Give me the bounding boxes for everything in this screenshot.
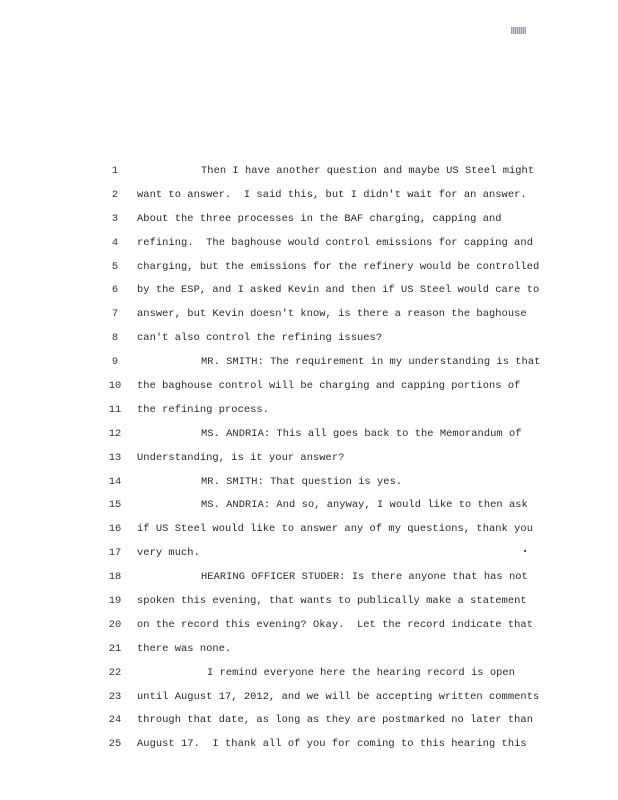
line-number: 24 xyxy=(108,714,122,727)
line-number: 11 xyxy=(108,403,122,416)
line-text: if US Steel would like to answer any of my questions, thank you xyxy=(137,523,533,536)
line-text: charging, but the emissions for the refinery would be controlled xyxy=(137,260,540,273)
line-number: 15 xyxy=(108,499,122,512)
transcript-line xyxy=(0,279,618,303)
transcript-line xyxy=(0,686,618,710)
transcript-line xyxy=(0,447,618,471)
line-text: About the three processes in the BAF charging, capping and xyxy=(137,212,502,225)
transcript-line xyxy=(0,471,618,495)
transcript-line xyxy=(0,423,618,447)
line-number: 19 xyxy=(108,595,122,608)
line-text: MR. SMITH: That question is yes. xyxy=(201,475,403,488)
transcript-line xyxy=(0,566,618,590)
line-text: Understanding, is it your answer? xyxy=(137,451,345,464)
line-number: 3 xyxy=(111,212,119,225)
line-number: 21 xyxy=(108,642,122,655)
transcript-line xyxy=(0,399,618,423)
line-number: 23 xyxy=(108,690,122,703)
line-number: 9 xyxy=(111,356,119,369)
line-text: on the record this evening? Okay. Let the record indicate that xyxy=(137,618,533,631)
transcript-line xyxy=(0,256,618,280)
document-stamp-icon xyxy=(511,27,526,34)
line-number: 25 xyxy=(108,738,122,751)
line-text: through that date, as long as they are postmarked no later than xyxy=(137,714,533,727)
line-number: 1 xyxy=(111,165,119,177)
line-text: Then I have another question and maybe US Steel might xyxy=(201,165,535,177)
line-number: 10 xyxy=(108,380,122,393)
transcript-line xyxy=(0,709,618,733)
transcript-line xyxy=(0,542,618,566)
line-text: spoken this evening, that wants to publically make a statement xyxy=(137,595,527,608)
line-text: want to answer. I said this, but I didn't wait for an answer. xyxy=(137,188,527,201)
transcript-line xyxy=(0,614,618,638)
transcript-lines xyxy=(0,160,618,757)
line-number: 16 xyxy=(108,523,122,536)
line-text: there was none. xyxy=(137,642,232,655)
transcript-line xyxy=(0,303,618,327)
transcript-line xyxy=(0,184,618,208)
line-text: MS. ANDRIA: And so, anyway, I would like to then ask xyxy=(201,499,528,512)
line-number: 22 xyxy=(108,666,122,679)
line-text: very much. xyxy=(137,547,200,560)
line-text: by the ESP, and I asked Kevin and then if US Steel would care to xyxy=(137,284,540,297)
line-text: HEARING OFFICER STUDER: Is there anyone that has not xyxy=(201,571,528,584)
transcript-line xyxy=(0,638,618,662)
transcript-line xyxy=(0,590,618,614)
transcript-line xyxy=(0,662,618,686)
line-text: the refining process. xyxy=(137,403,269,416)
transcript-line xyxy=(0,733,618,757)
line-number: 20 xyxy=(108,618,122,631)
transcript-line xyxy=(0,327,618,351)
line-text: answer, but Kevin doesn't know, is there a reason the baghouse xyxy=(137,308,527,321)
transcript-line xyxy=(0,232,618,256)
transcript-line xyxy=(0,518,618,542)
line-text: the baghouse control will be charging and capping portions of xyxy=(137,380,521,393)
line-text: MR. SMITH: The requirement in my understanding is that xyxy=(201,356,541,369)
transcript-line xyxy=(0,375,618,399)
transcript-line xyxy=(0,494,618,518)
line-number: 18 xyxy=(108,571,122,584)
transcript-line xyxy=(0,160,618,184)
line-number: 12 xyxy=(108,427,122,440)
line-text: I remind everyone here the hearing record is open xyxy=(207,666,515,679)
line-number: 7 xyxy=(111,308,119,321)
line-text: refining. The baghouse would control emissions for capping and xyxy=(137,236,533,249)
line-number: 4 xyxy=(111,236,119,249)
line-text: until August 17, 2012, and we will be accepting written comments xyxy=(137,690,540,703)
scan-speck xyxy=(524,550,526,552)
line-number: 8 xyxy=(111,332,119,345)
line-number: 2 xyxy=(111,188,119,201)
line-number: 14 xyxy=(108,475,122,488)
line-number: 6 xyxy=(111,284,119,297)
line-text: August 17. I thank all of you for coming to this hearing this xyxy=(137,738,527,751)
line-number: 17 xyxy=(108,547,122,560)
line-text: MS. ANDRIA: This all goes back to the Memorandum of xyxy=(201,427,522,440)
transcript-line xyxy=(0,351,618,375)
transcript-line xyxy=(0,208,618,232)
line-number: 13 xyxy=(108,451,122,464)
line-text: can't also control the refining issues? xyxy=(137,332,383,345)
line-number: 5 xyxy=(111,260,119,273)
